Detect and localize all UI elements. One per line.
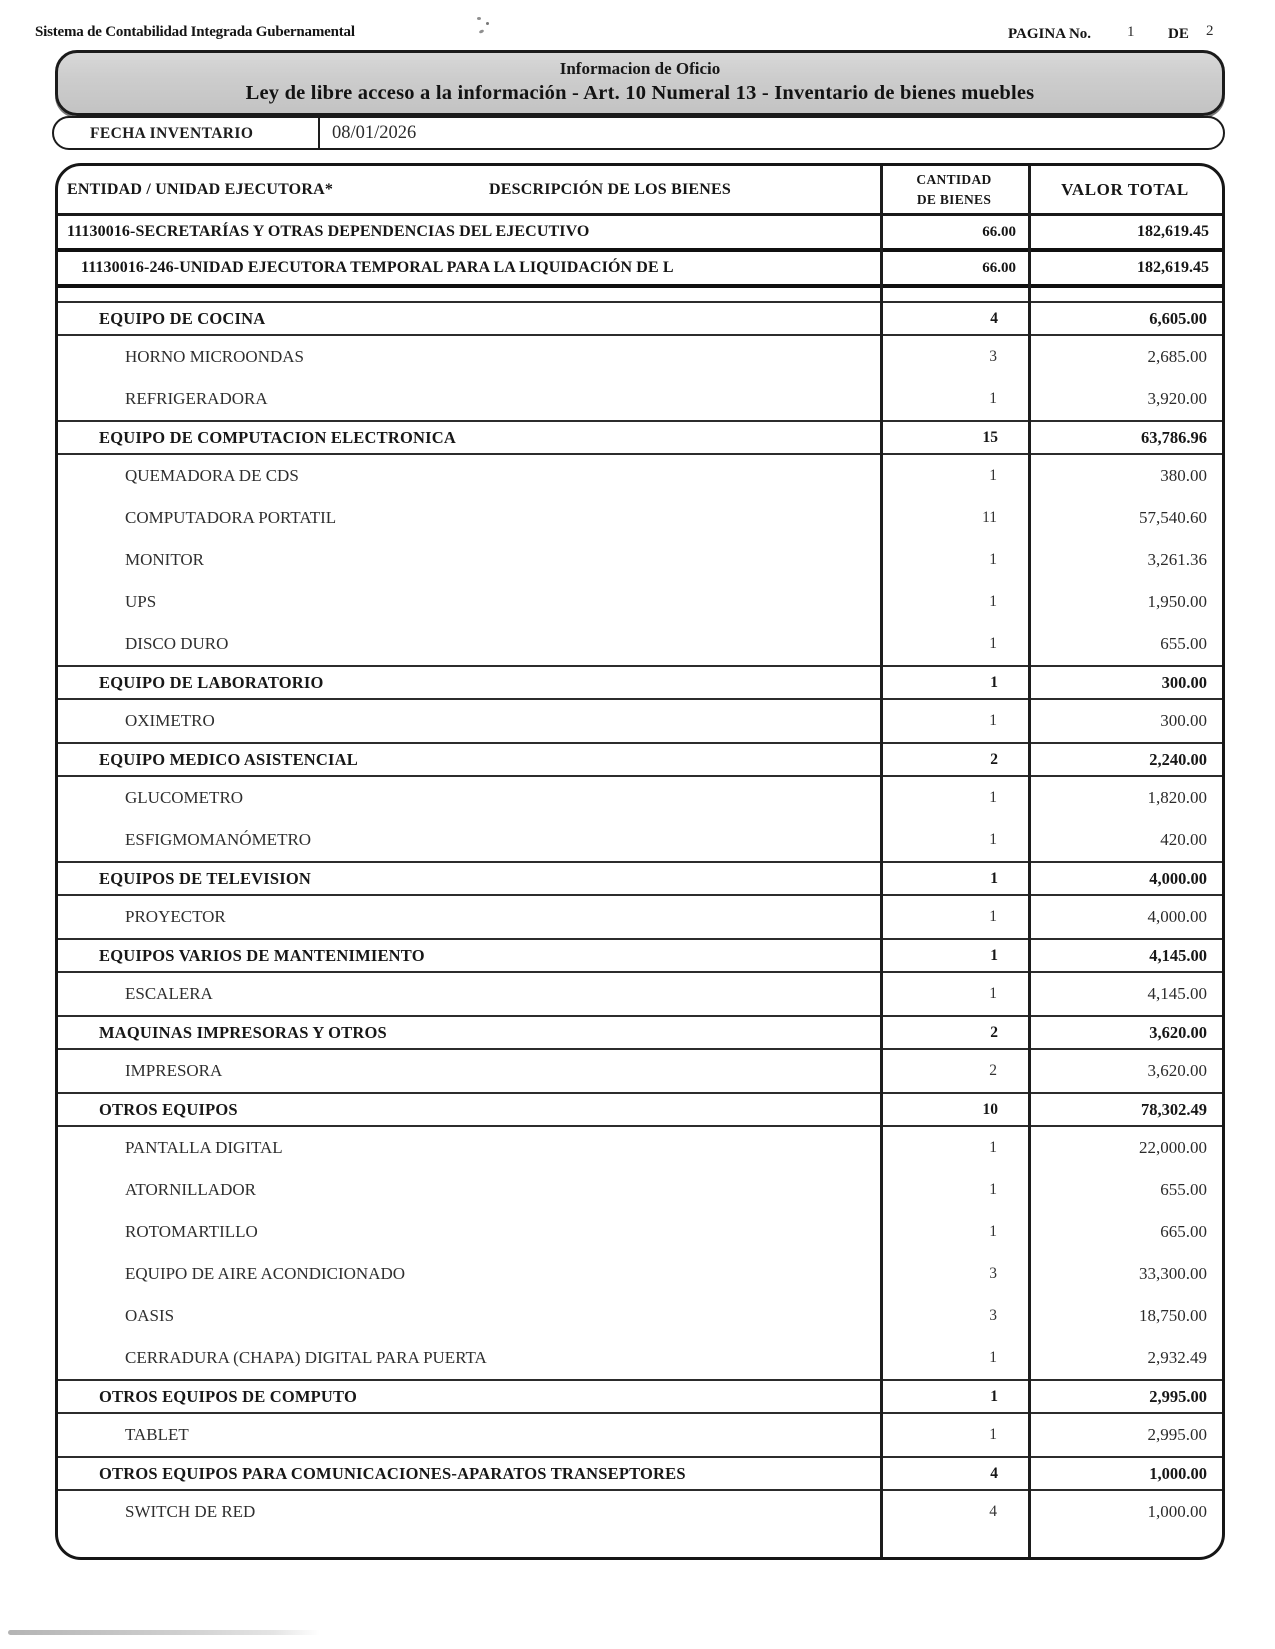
- row-description: EQUIPO DE AIRE ACONDICIONADO: [125, 1264, 406, 1283]
- table-row-category: [58, 1456, 1222, 1491]
- row-quantity: 1: [989, 467, 997, 484]
- table-row-category: [58, 1379, 1222, 1414]
- row-description: EQUIPO MEDICO ASISTENCIAL: [99, 749, 358, 769]
- row-total: 3,620.00: [1147, 1061, 1207, 1080]
- table-row-category: [58, 938, 1222, 973]
- row-description: MONITOR: [125, 550, 205, 569]
- inventory-date-value: 08/01/2026: [332, 123, 417, 143]
- row-description: CERRADURA (CHAPA) DIGITAL PARA PUERTA: [125, 1348, 487, 1367]
- banner-subtitle: Informacion de Oficio: [559, 59, 721, 78]
- table-row-entity: [58, 216, 1222, 252]
- date-box-divider: [318, 118, 320, 148]
- row-total: 665.00: [1160, 1222, 1207, 1241]
- row-quantity: 10: [982, 1100, 998, 1118]
- table-row-item: [58, 777, 1222, 819]
- table-row-category: [58, 742, 1222, 777]
- row-total: 3,920.00: [1147, 389, 1207, 408]
- row-quantity: 1: [989, 908, 997, 925]
- scan-artifact: [479, 29, 485, 34]
- row-quantity: 2: [990, 1023, 998, 1041]
- row-description: EQUIPO DE COMPUTACION ELECTRONICA: [99, 427, 456, 447]
- table-row-item: [58, 1253, 1222, 1295]
- row-quantity: 1: [989, 635, 997, 652]
- row-quantity: 1: [989, 1426, 997, 1443]
- row-description: 11130016-246-UNIDAD EJECUTORA TEMPORAL PARA LA LIQUIDACIÓN DE L: [81, 259, 674, 276]
- row-quantity: 11: [982, 509, 997, 526]
- table-row-item: [58, 1337, 1222, 1379]
- row-total: 182,619.45: [1137, 259, 1209, 276]
- table-row-item: [58, 896, 1222, 938]
- table-row-item: [58, 1295, 1222, 1337]
- table-row-item: [58, 1169, 1222, 1211]
- column-divider-quantity: [880, 166, 883, 1557]
- row-description: COMPUTADORA PORTATIL: [125, 508, 337, 527]
- row-total: 300.00: [1160, 711, 1207, 730]
- header-description-cell: [58, 181, 880, 199]
- row-description: OTROS EQUIPOS PARA COMUNICACIONES-APARATOS TRANSEPTORES: [99, 1463, 686, 1483]
- row-description: IMPRESORA: [125, 1061, 223, 1080]
- row-quantity: 1: [990, 946, 998, 964]
- row-total: 4,145.00: [1147, 984, 1207, 1003]
- row-description: SWITCH DE RED: [125, 1502, 256, 1521]
- row-description: PROYECTOR: [125, 907, 226, 926]
- row-description: ESFIGMOMANÓMETRO: [125, 830, 312, 849]
- table-row-item: [58, 700, 1222, 742]
- row-quantity: 1: [990, 869, 998, 887]
- row-total: 655.00: [1160, 634, 1207, 653]
- row-description: HORNO MICROONDAS: [125, 347, 304, 366]
- row-quantity: 1: [989, 712, 997, 729]
- row-total: 1,820.00: [1147, 788, 1207, 807]
- row-description: EQUIPOS VARIOS DE MANTENIMIENTO: [99, 945, 425, 965]
- header-total-cell: VALOR TOTAL: [1061, 179, 1189, 199]
- row-total: 2,685.00: [1147, 347, 1207, 366]
- row-quantity: 1: [989, 551, 997, 568]
- row-description: OTROS EQUIPOS DE COMPUTO: [99, 1386, 357, 1406]
- row-total: 2,932.49: [1147, 1348, 1207, 1367]
- inventory-table: [55, 163, 1225, 1560]
- page-total-value: 2: [1206, 23, 1214, 39]
- table-spacer-row: [58, 288, 1222, 301]
- row-total: 1,000.00: [1149, 1463, 1207, 1483]
- row-total: 380.00: [1160, 466, 1207, 485]
- row-quantity: 15: [982, 428, 998, 446]
- row-quantity: 1: [989, 1139, 997, 1156]
- inventory-date-box: [52, 116, 1225, 150]
- row-total: 63,786.96: [1141, 427, 1207, 447]
- row-description: UPS: [125, 592, 157, 611]
- row-description: PANTALLA DIGITAL: [125, 1138, 283, 1157]
- banner-title: Ley de libre acceso a la información - Art. 10 Numeral 13 - Inventario de bienes muebles: [245, 82, 1035, 104]
- row-quantity: 1: [989, 390, 997, 407]
- table-body: [58, 216, 1222, 1533]
- row-total: 655.00: [1160, 1180, 1207, 1199]
- row-description: EQUIPO DE COCINA: [99, 308, 266, 328]
- row-quantity: 1: [990, 673, 998, 691]
- scan-artifact: [486, 22, 489, 25]
- table-row-item: [58, 623, 1222, 665]
- row-quantity: 1: [990, 1387, 998, 1405]
- row-quantity: 4: [989, 1503, 997, 1520]
- table-row-item: [58, 1491, 1222, 1533]
- row-total: 182,619.45: [1137, 223, 1209, 240]
- row-quantity: 3: [989, 1307, 997, 1324]
- row-quantity: 1: [989, 1223, 997, 1240]
- row-total: 33,300.00: [1139, 1264, 1207, 1283]
- table-row-item: [58, 497, 1222, 539]
- row-quantity: 1: [989, 1181, 997, 1198]
- row-description: OTROS EQUIPOS: [99, 1099, 238, 1119]
- page-number-value: 1: [1127, 24, 1135, 40]
- row-total: 2,995.00: [1147, 1425, 1207, 1444]
- row-total: 4,000.00: [1147, 907, 1207, 926]
- row-total: 1,000.00: [1147, 1502, 1207, 1521]
- row-total: 300.00: [1161, 672, 1207, 692]
- row-total: 18,750.00: [1139, 1306, 1207, 1325]
- row-quantity: 3: [989, 348, 997, 365]
- row-description: ATORNILLADOR: [125, 1180, 256, 1199]
- row-description: EQUIPOS DE TELEVISION: [99, 868, 312, 888]
- row-quantity: 2: [990, 750, 998, 768]
- row-description: OXIMETRO: [125, 711, 215, 730]
- row-total: 420.00: [1160, 830, 1207, 849]
- page-of-label: DE: [1168, 26, 1189, 42]
- header-description-label: DESCRIPCIÓN DE LOS BIENES: [489, 180, 731, 198]
- title-banner: [55, 50, 1225, 116]
- column-divider-total: [1028, 166, 1031, 1557]
- page-number-label: PAGINA No.: [1008, 26, 1092, 42]
- row-quantity: 1: [989, 985, 997, 1002]
- table-row-item: [58, 1050, 1222, 1092]
- row-description: ESCALERA: [125, 984, 213, 1003]
- row-quantity: 66.00: [982, 259, 1016, 276]
- row-description: GLUCOMETRO: [125, 788, 244, 807]
- header-quantity-line1: CANTIDAD: [916, 171, 992, 187]
- scan-edge-artifact: [8, 1630, 320, 1635]
- system-title: Sistema de Contabilidad Integrada Gubernamental: [35, 24, 355, 40]
- row-total: 78,302.49: [1141, 1099, 1207, 1119]
- row-description: ROTOMARTILLO: [125, 1222, 258, 1241]
- row-quantity: 66.00: [982, 223, 1016, 240]
- table-row-category: [58, 420, 1222, 455]
- header-quantity-line2: DE BIENES: [916, 191, 992, 207]
- row-quantity: 1: [989, 1349, 997, 1366]
- table-row-item: [58, 1414, 1222, 1456]
- row-total: 6,605.00: [1149, 308, 1207, 328]
- row-total: 57,540.60: [1139, 508, 1207, 527]
- table-row-item: [58, 1211, 1222, 1253]
- row-quantity: 1: [989, 789, 997, 806]
- row-quantity: 4: [990, 309, 998, 327]
- row-description: REFRIGERADORA: [125, 389, 268, 408]
- row-description: DISCO DURO: [125, 634, 229, 653]
- row-quantity: 3: [989, 1265, 997, 1282]
- row-quantity: 4: [990, 1464, 998, 1482]
- row-total: 2,995.00: [1149, 1386, 1207, 1406]
- header-entity-label: ENTIDAD / UNIDAD EJECUTORA*: [67, 180, 334, 198]
- row-quantity: 2: [989, 1062, 997, 1079]
- row-description: MAQUINAS IMPRESORAS Y OTROS: [99, 1022, 387, 1042]
- table-row-item: [58, 455, 1222, 497]
- row-description: 11130016-SECRETARÍAS Y OTRAS DEPENDENCIAS DEL EJECUTIVO: [67, 223, 590, 240]
- table-row-category: [58, 1092, 1222, 1127]
- table-row-category: [58, 665, 1222, 700]
- table-header-row: [58, 166, 1222, 216]
- table-row-item: [58, 973, 1222, 1015]
- row-total: 22,000.00: [1139, 1138, 1207, 1157]
- row-quantity: 1: [989, 831, 997, 848]
- table-row-unit: [58, 252, 1222, 288]
- row-description: TABLET: [125, 1425, 189, 1444]
- table-row-item: [58, 336, 1222, 378]
- table-row-item: [58, 378, 1222, 420]
- row-total: 3,261.36: [1147, 550, 1207, 569]
- table-row-category: [58, 301, 1222, 336]
- inventory-date-label: FECHA INVENTARIO: [90, 125, 254, 142]
- table-row-category: [58, 861, 1222, 896]
- row-description: EQUIPO DE LABORATORIO: [99, 672, 324, 692]
- row-total: 1,950.00: [1147, 592, 1207, 611]
- table-row-item: [58, 539, 1222, 581]
- row-quantity: 1: [989, 593, 997, 610]
- row-total: 4,000.00: [1149, 868, 1207, 888]
- row-description: OASIS: [125, 1306, 175, 1325]
- row-total: 4,145.00: [1149, 945, 1207, 965]
- row-description: QUEMADORA DE CDS: [125, 466, 299, 485]
- scan-artifact: [477, 17, 481, 20]
- table-row-item: [58, 581, 1222, 623]
- row-total: 3,620.00: [1149, 1022, 1207, 1042]
- table-row-item: [58, 819, 1222, 861]
- table-row-category: [58, 1015, 1222, 1050]
- row-total: 2,240.00: [1149, 749, 1207, 769]
- table-row-item: [58, 1127, 1222, 1169]
- header-quantity-cell: [880, 170, 1028, 209]
